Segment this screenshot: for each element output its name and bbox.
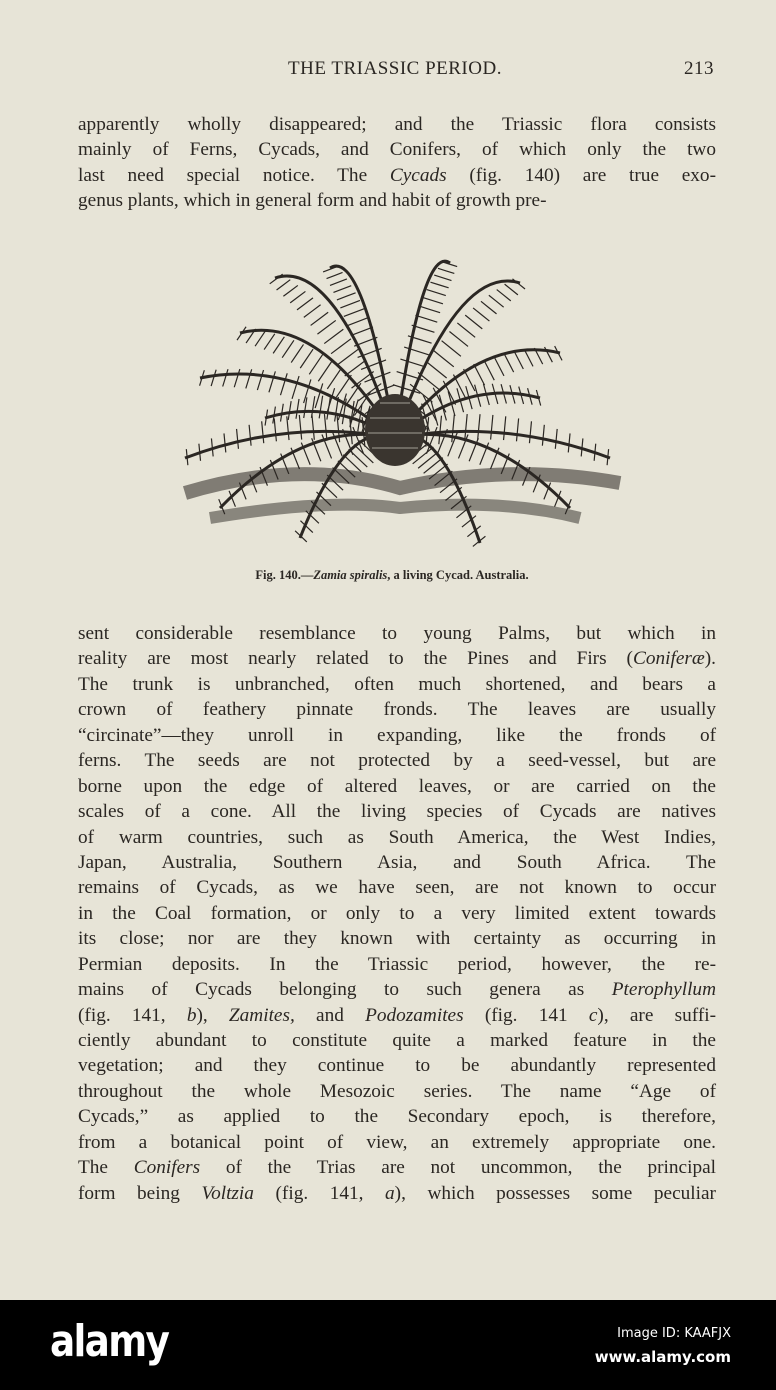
- text-line: [78, 748, 716, 773]
- text-segment: and: [294, 1004, 366, 1026]
- leaflet: [581, 438, 583, 456]
- text-segment: last need special notice. The: [78, 164, 390, 186]
- text-segment: ferns. The seeds are not protected by a seed-vessel, but are: [78, 750, 716, 772]
- text-segment: form being: [78, 1182, 202, 1204]
- leaflet: [504, 416, 506, 440]
- leaflet: [269, 371, 275, 392]
- text-line: [78, 1104, 716, 1129]
- cycad-illustration: [180, 258, 625, 556]
- leaflet: [317, 320, 335, 334]
- leaflet: [223, 369, 228, 386]
- watermark-bar: [0, 1300, 776, 1390]
- leaflet: [344, 309, 364, 317]
- leaflet: [449, 331, 468, 346]
- text-segment: its close; nor are they known with certainty as occurring in: [78, 928, 716, 950]
- leaflet: [464, 369, 475, 391]
- italic-term: Conifers: [133, 1157, 201, 1179]
- leaflet: [545, 347, 553, 362]
- leaflet: [524, 349, 533, 366]
- leaflet: [457, 323, 475, 337]
- leaflet: [494, 356, 504, 375]
- text-line: [78, 825, 716, 850]
- leaflet: [529, 421, 531, 443]
- leaflet: [607, 449, 608, 465]
- text-line: [78, 672, 716, 697]
- leaflet: [283, 285, 297, 296]
- leaflet: [489, 295, 504, 307]
- text-segment: The trunk is unbranched, often much shortened, and bears a: [78, 673, 716, 695]
- text-segment: reality are most nearly related to the Pines and Firs (: [78, 648, 633, 670]
- leaflet: [365, 372, 391, 382]
- leaflet: [304, 305, 321, 318]
- text-line: [78, 137, 716, 162]
- text-segment: “circinate”—they unroll in expanding, like the fronds of: [78, 724, 716, 746]
- text-segment: borne upon the edge of altered leaves, or are carried on the: [78, 775, 716, 797]
- text-segment: scales of a cone. All the living species of Cycads are natives: [78, 801, 716, 823]
- paragraph-2: [78, 621, 716, 1206]
- leaflet: [491, 415, 493, 440]
- italic-term: b: [186, 1004, 197, 1026]
- text-segment: (fig. 141,: [78, 1004, 187, 1026]
- leaflet: [594, 444, 596, 461]
- italic-term: Voltzia: [201, 1182, 254, 1204]
- leaflet: [234, 369, 240, 387]
- text-segment: from a botanical point of view, an extremely appropriate one.: [78, 1131, 716, 1153]
- text-line: [78, 1003, 716, 1028]
- leaflet: [514, 351, 523, 369]
- leaflet: [340, 300, 360, 307]
- leaflet: [290, 291, 305, 302]
- leaflet: [249, 425, 251, 446]
- leaflet: [484, 360, 494, 380]
- text-segment: ),: [196, 1004, 229, 1026]
- leaflet: [423, 298, 443, 304]
- leaflet: [211, 438, 213, 456]
- text-segment: ciently abundant to constitute quite a marked feature in the: [78, 1030, 716, 1051]
- leaflet: [478, 414, 480, 440]
- leaflet: [430, 282, 448, 288]
- text-line: [78, 163, 716, 188]
- italic-term: c: [588, 1004, 598, 1026]
- leaflet: [505, 284, 518, 295]
- text-line: [78, 188, 716, 213]
- leaflet: [237, 429, 239, 449]
- text-segment: sent considerable resemblance to young Palms, but which in: [78, 623, 716, 644]
- caption-species: Zamia spiralis: [313, 568, 388, 582]
- leaflet: [453, 375, 465, 398]
- leaflet: [336, 375, 351, 397]
- leaflet: [327, 368, 341, 389]
- leaflet: [473, 308, 489, 321]
- leaflet: [273, 337, 284, 354]
- text-line: [78, 901, 716, 926]
- leaflet: [324, 329, 343, 343]
- text-segment: Japan, Australia, Southern Asia, and South Africa. The: [78, 851, 716, 873]
- site-url: www.alamy.com: [594, 1348, 731, 1366]
- leaflet: [288, 401, 291, 420]
- text-line: [78, 977, 716, 1002]
- leaflet: [465, 315, 482, 329]
- text-segment: ), are suffi-: [597, 1004, 717, 1026]
- leaflet: [438, 268, 454, 273]
- text-segment: The: [78, 1157, 134, 1179]
- text-segment: vegetation; and they continue to be abundantly represented: [78, 1055, 716, 1077]
- text-segment: in the Coal formation, or only to a very limited extent towards: [78, 902, 716, 924]
- leaflet: [270, 274, 283, 284]
- leaflet: [264, 334, 275, 350]
- leaflet: [481, 301, 497, 314]
- text-segment: (fig. 140) are true exo-: [446, 164, 716, 186]
- text-line: [78, 621, 716, 646]
- text-segment: genus plants, which in general form and habit of growth pre-: [78, 190, 547, 212]
- page-number: 213: [684, 58, 714, 79]
- paragraph-1: [78, 112, 716, 214]
- leaflet: [418, 452, 438, 468]
- leaflet: [474, 364, 485, 385]
- leaflet: [312, 414, 314, 440]
- italic-term: Zamites,: [228, 1004, 295, 1026]
- leaflet: [322, 483, 337, 497]
- leaflet: [442, 341, 461, 357]
- leaflet: [311, 312, 329, 325]
- leaflet: [555, 429, 557, 449]
- leaflet: [504, 353, 514, 372]
- leaflet: [274, 418, 276, 441]
- leaflet: [282, 340, 294, 357]
- italic-term: Coniferæ: [632, 648, 705, 670]
- text-segment: of the Trias are not uncommon, the principal: [200, 1157, 717, 1179]
- text-segment: (fig. 141,: [253, 1182, 386, 1204]
- leaflet: [311, 396, 314, 418]
- leaflet: [257, 370, 263, 390]
- leaflet: [419, 306, 440, 313]
- leaflet: [309, 355, 322, 375]
- leaflet: [516, 418, 518, 441]
- leaflet: [304, 379, 311, 403]
- leaflet: [299, 415, 301, 440]
- italic-term: a: [385, 1182, 395, 1204]
- text-line: [78, 1130, 716, 1155]
- text-segment: throughout the whole Mesozoic series. The name “Age of: [78, 1080, 716, 1102]
- text-line: [78, 1079, 716, 1104]
- italic-term: Podozamites: [365, 1004, 464, 1026]
- leaflet: [542, 425, 544, 446]
- leaflet: [297, 298, 313, 310]
- caption-suffix: , a living Cycad. Australia.: [387, 568, 529, 582]
- leaflet: [427, 290, 446, 296]
- leaflet: [255, 331, 265, 346]
- italic-term: Pterophyllum: [611, 979, 716, 1001]
- leaflet: [351, 327, 373, 336]
- leaflet: [327, 272, 343, 278]
- text-line: [78, 850, 716, 875]
- leaflet: [338, 349, 359, 364]
- alamy-logo: alamy: [50, 1316, 169, 1367]
- leaflet: [426, 361, 447, 378]
- leaflet: [211, 370, 216, 386]
- leaflet: [333, 286, 351, 293]
- text-line: [78, 697, 716, 722]
- text-segment: Cycads,” as applied to the Secondary epoch, is therefore,: [78, 1106, 716, 1128]
- text-line: [78, 723, 716, 748]
- text-segment: remains of Cycads, as we have seen, are not known to occur: [78, 877, 716, 899]
- text-segment: crown of feathery pinnate fronds. The leaves are usually: [78, 699, 716, 721]
- text-segment: apparently wholly disappeared; and the Triassic flora consists: [78, 114, 716, 135]
- text-segment: (fig. 141: [463, 1004, 589, 1026]
- text-segment: ), which possesses some peculiar: [394, 1182, 716, 1204]
- leaflet: [337, 293, 356, 300]
- leaflet: [418, 372, 440, 389]
- leaflet: [186, 449, 188, 465]
- text-line: [78, 112, 716, 137]
- leaflet: [434, 275, 451, 280]
- leaflet: [292, 376, 299, 399]
- image-id: Image ID: KAAFJX: [617, 1326, 731, 1341]
- leaflet: [296, 399, 299, 419]
- text-line: [78, 1155, 716, 1180]
- leaflet: [512, 279, 525, 289]
- text-line: [78, 799, 716, 824]
- text-segment: mains of Cycads belonging to such genera as: [78, 979, 612, 1001]
- text-line: [78, 1053, 716, 1078]
- leaflet: [224, 433, 226, 452]
- caption-prefix: Fig. 140.—: [255, 568, 314, 582]
- leaflet: [497, 290, 511, 301]
- italic-term: Cycads: [389, 164, 447, 186]
- leaflet: [319, 396, 322, 419]
- text-segment: mainly of Ferns, Cycads, and Conifers, of which only the two: [78, 139, 716, 161]
- text-line: [78, 1181, 716, 1206]
- text-line: [78, 926, 716, 951]
- text-segment: ).: [704, 648, 716, 670]
- text-segment: of warm countries, such as South America, the West Indies,: [78, 826, 716, 848]
- leaflet: [277, 280, 291, 290]
- text-line: [78, 952, 716, 977]
- leaflet: [327, 396, 331, 420]
- leaflet: [262, 421, 264, 443]
- text-line: [78, 1028, 716, 1053]
- leaflet: [280, 373, 287, 395]
- text-line: [78, 646, 716, 671]
- leaflet: [568, 433, 570, 452]
- text-line: [78, 875, 716, 900]
- leaflet: [434, 351, 454, 367]
- text-segment: Permian deposits. In the Triassic period, however, the re-: [78, 953, 716, 975]
- leaflet: [300, 349, 313, 368]
- leaflet: [349, 449, 368, 467]
- running-header: THE TRIASSIC PERIOD.: [288, 58, 502, 79]
- leaflet: [415, 315, 437, 322]
- leaflet: [347, 317, 368, 325]
- figure-caption: [0, 568, 776, 583]
- leaflet: [400, 359, 425, 367]
- leaflet: [330, 279, 347, 285]
- leaflet: [246, 369, 252, 388]
- text-line: [78, 774, 716, 799]
- leaflet: [291, 344, 303, 362]
- leaflet: [331, 339, 351, 354]
- leaflet: [199, 444, 201, 461]
- leaflet: [318, 361, 332, 382]
- leaflet: [439, 416, 442, 445]
